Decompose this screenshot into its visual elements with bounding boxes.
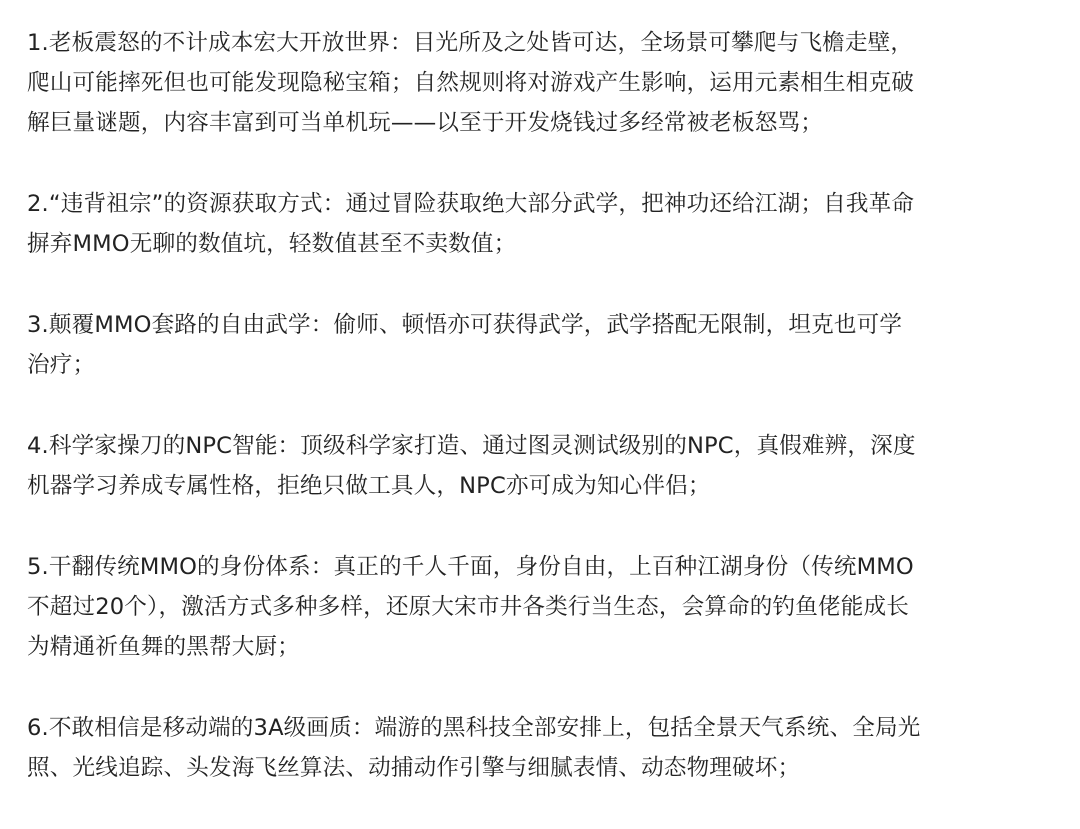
paragraph-1-open-world [27,23,1067,143]
paragraph-5-identity-system [27,547,1067,667]
paragraph-6-graphics-quality [27,708,1067,788]
text-line: 不超过20个），激活方式多种多样，还原大宋市井各类行当生态，会算命的钓鱼佬能成长 [27,594,910,620]
text-line: 治疗； [27,352,96,378]
text-line: 为精通祈鱼舞的黑帮大厨； [27,634,300,660]
text-line: 5.干翻传统MMO的身份体系：真正的千人千面，身份自由，上百种江湖身份（传统MMO [27,554,914,580]
paragraph-3-free-martial-arts [27,305,1067,385]
text-line: 照、光线追踪、头发海飞丝算法、动捕动作引擎与细腻表情、动态物理破坏； [27,755,801,781]
text-line: 4.科学家操刀的NPC智能：顶级科学家打造、通过图灵测试级别的NPC，真假难辨，深度 [27,433,916,459]
paragraph-2-resource-acquisition [27,184,1067,264]
text-line: 爬山可能摔死但也可能发现隐秘宝箱；自然规则将对游戏产生影响，运用元素相生相克破 [27,70,915,96]
text-line: 摒弃MMO无聊的数值坑，轻数值甚至不卖数值； [27,231,517,257]
text-line: 3.颠覆MMO套路的自由武学：偷师、顿悟亦可获得武学，武学搭配无限制，坦克也可学 [27,312,903,338]
text-line: 解巨量谜题，内容丰富到可当单机玩——以至于开发烧钱过多经常被老板怒骂； [27,110,824,136]
paragraph-4-npc-intelligence [27,426,1067,506]
text-line: 机器学习养成专属性格，拒绝只做工具人，NPC亦可成为知心伴侣； [27,473,711,499]
document-body [27,23,1067,829]
text-line: 1.老板震怒的不计成本宏大开放世界：目光所及之处皆可达，全场景可攀爬与飞檐走壁， [27,30,914,56]
text-line: 6.不敢相信是移动端的3A级画质：端游的黑科技全部安排上，包括全景天气系统、全局光 [27,715,921,741]
text-line: 2.“违背祖宗”的资源获取方式：通过冒险获取绝大部分武学，把神功还给江湖；自我革命 [27,191,915,217]
